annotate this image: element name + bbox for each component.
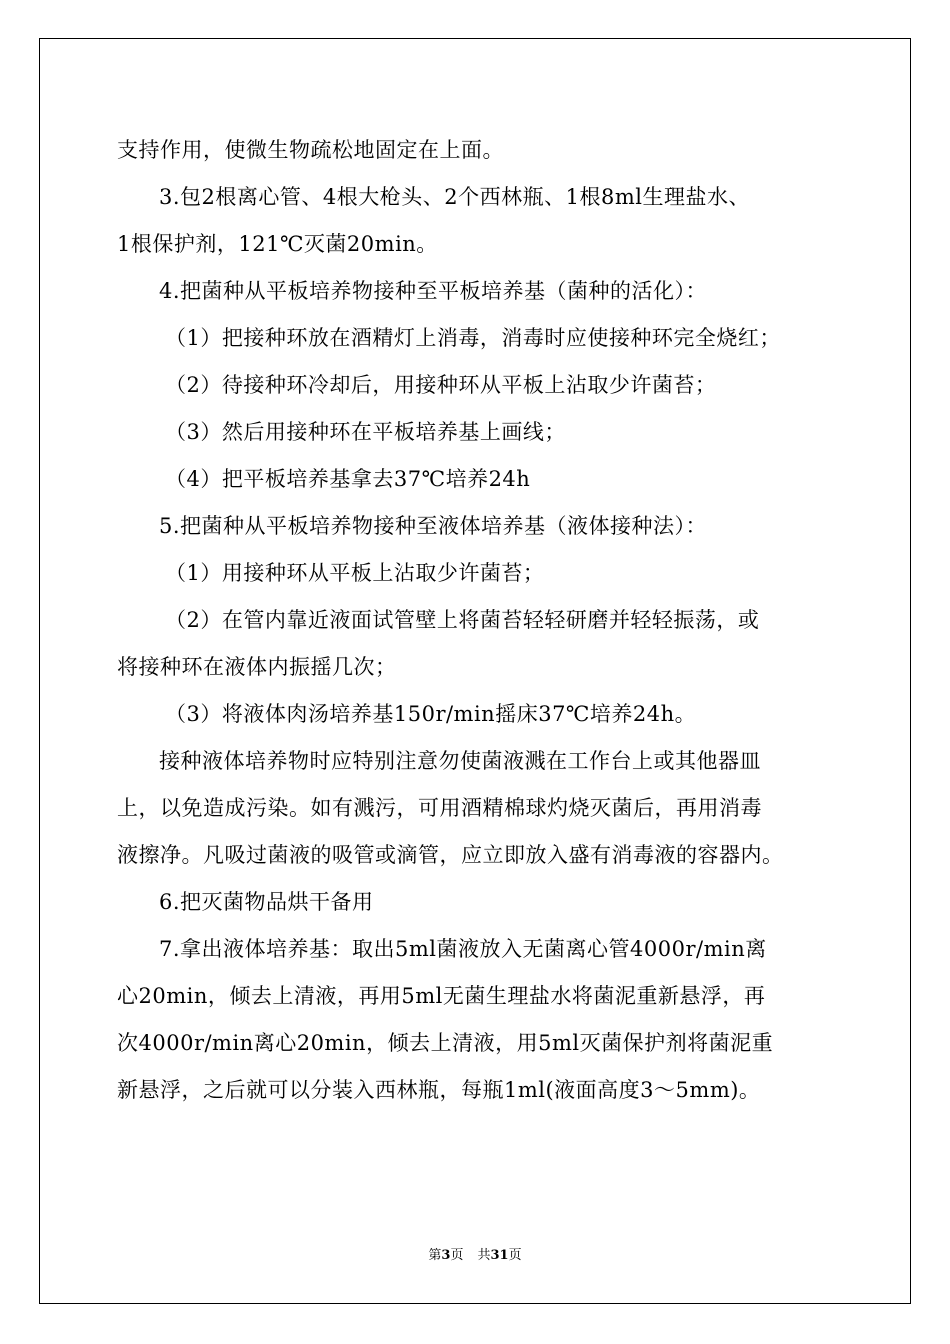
text-line: （3）然后用接种环在平板培养基上画线； (165, 420, 566, 444)
text-line: （2）待接种环冷却后，用接种环从平板上沾取少许菌苔； (165, 373, 717, 397)
text-line: 7.拿出液体培养基：取出5ml菌液放入无菌离心管4000r/min离 (159, 937, 767, 961)
text-line: 将接种环在液体内振摇几次； (117, 655, 397, 679)
text-line: 4.把菌种从平板培养物接种至平板培养基（菌种的活化）： (159, 279, 708, 303)
text-line: （1）把接种环放在酒精灯上消毒，消毒时应使接种环完全烧红； (165, 326, 781, 350)
text-line: 接种液体培养物时应特别注意勿使菌液溅在工作台上或其他器皿 (159, 749, 761, 773)
text-line: 6.把灭菌物品烘干备用 (159, 890, 374, 914)
text-line: 上，以免造成污染。如有溅污，可用酒精棉球灼烧灭菌后，再用消毒 (117, 796, 762, 820)
text-line: 支持作用，使微生物疏松地固定在上面。 (117, 138, 504, 162)
footer-page-prefix: 第 (428, 1248, 442, 1263)
text-line: 心20min，倾去上清液，再用5ml无菌生理盐水将菌泥重新悬浮，再 (117, 984, 766, 1008)
text-line: （3）将液体肉汤培养基150r/min摇床37℃培养24h。 (165, 702, 697, 726)
text-line: （1）用接种环从平板上沾取少许菌苔； (165, 561, 545, 585)
document-body (117, 127, 837, 1114)
text-line: 次4000r/min离心20min，倾去上清液，用5ml灭菌保护剂将菌泥重 (117, 1031, 774, 1055)
text-line: 1根保护剂，121℃灭菌20min。 (117, 232, 438, 256)
page-footer (0, 1244, 950, 1263)
footer-page-number: 3 (441, 1248, 451, 1263)
text-line: 新悬浮，之后就可以分装入西林瓶，每瓶1ml(液面高度3～5mm)。 (117, 1078, 761, 1102)
footer-page-suffix: 页 (450, 1248, 464, 1263)
text-line: 液擦净。凡吸过菌液的吸管或滴管，应立即放入盛有消毒液的容器内。 (117, 843, 784, 867)
text-line: 3.包2根离心管、4根大枪头、2个西林瓶、1根8ml生理盐水、 (159, 185, 750, 209)
text-line: （4）把平板培养基拿去37℃培养24h (165, 467, 531, 491)
footer-total-suffix: 页 (508, 1248, 522, 1263)
footer-total-prefix: 共 (477, 1248, 491, 1263)
text-line: （2）在管内靠近液面试管壁上将菌苔轻轻研磨并轻轻振荡，或 (165, 608, 760, 632)
text-line: 5.把菌种从平板培养物接种至液体培养基（液体接种法）： (159, 514, 708, 538)
footer-total-pages: 31 (490, 1248, 509, 1263)
